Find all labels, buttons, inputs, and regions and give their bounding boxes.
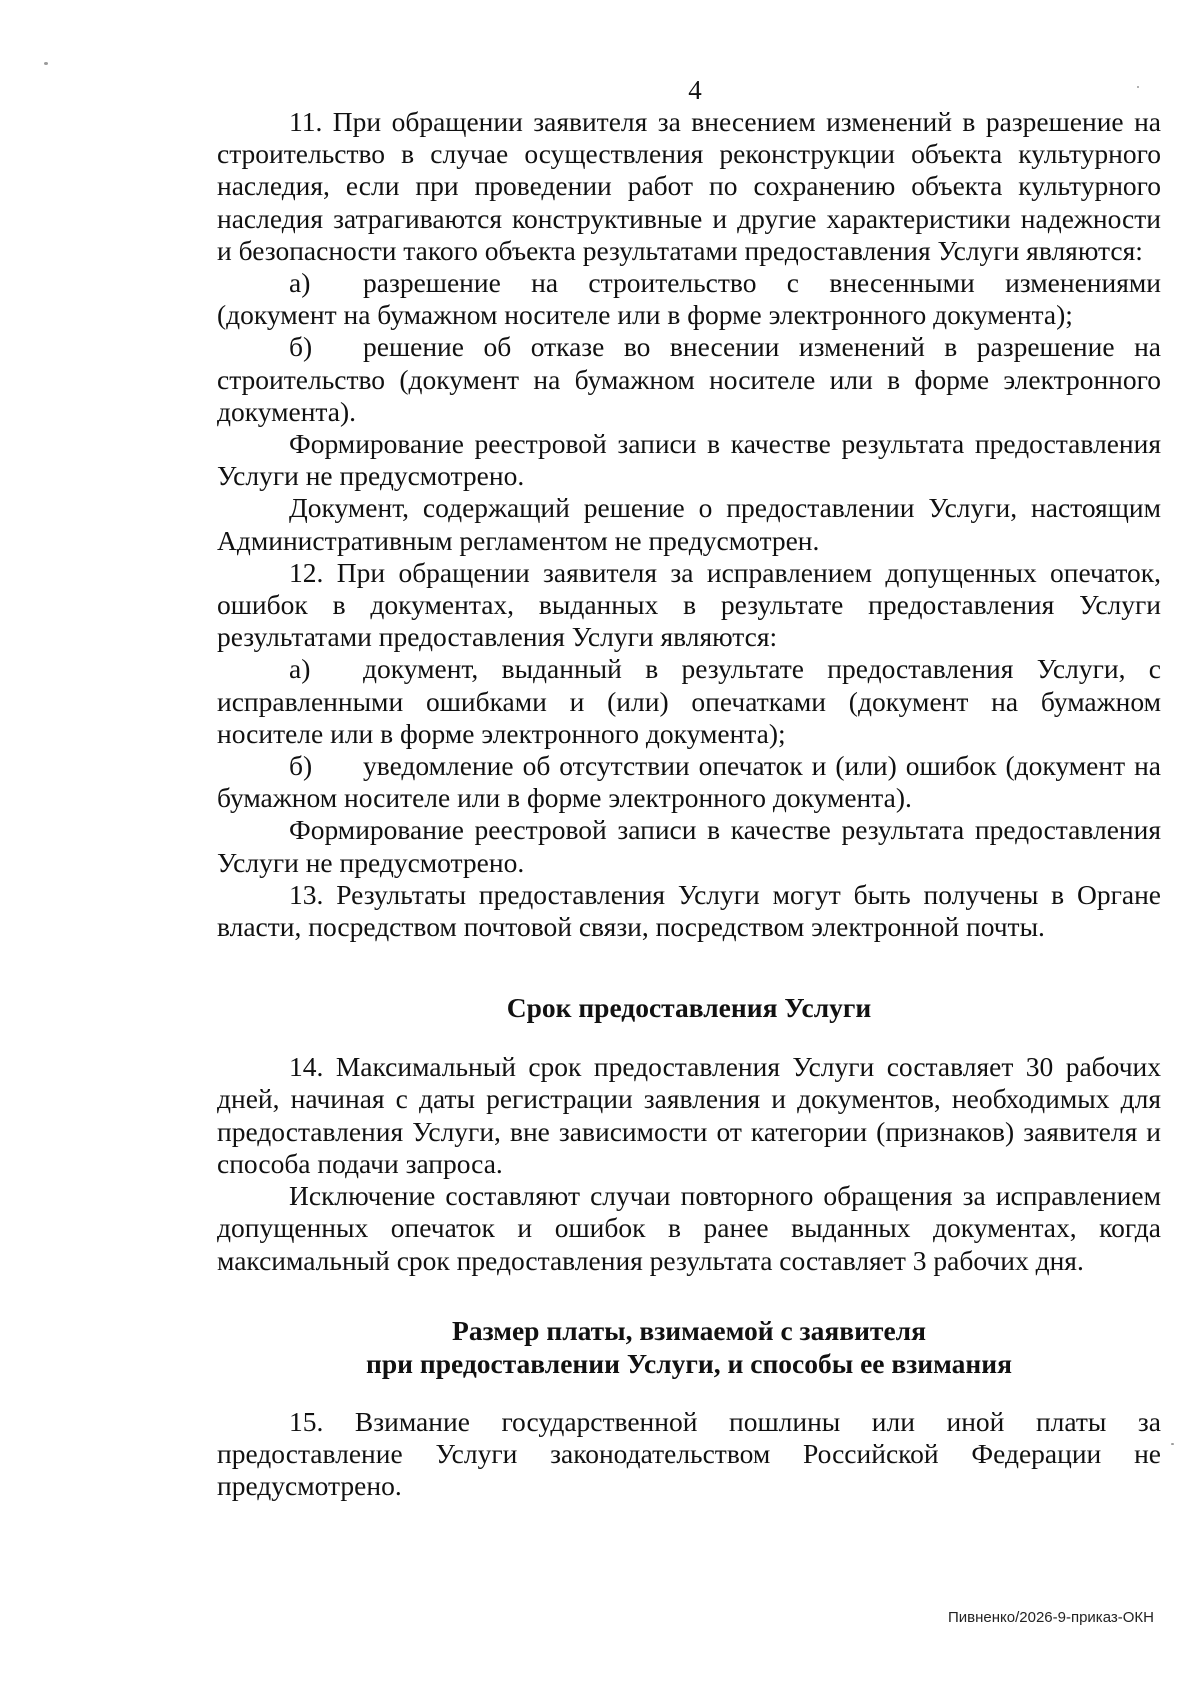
footer-reference: Пивненко/2026-9-приказ-ОКН — [947, 1609, 1154, 1626]
list-item-text: разрешение на строительство с внесенными изменениями (документ на бумажном носителе или в форме электронного документа); — [217, 267, 1161, 331]
list-item-text: уведомление об отсутствии опечаток и (или) ошибок (документ на бумажном носителе или в форме электронного документа). — [217, 750, 1161, 814]
paragraph-12-intro: 12. При обращении заявителя за исправлением допущенных опечаток, ошибок в документах, выданных в результате предоставления Услуги результатами предоставления Услуги являются: — [217, 556, 1161, 653]
page-number: 4 — [688, 75, 702, 105]
section-heading-term: Срок предоставления Услуги — [506, 992, 872, 1024]
paragraph-12-registry: Формирование реестровой записи в качестве результата предоставления Услуги не предусмотрено. — [217, 814, 1161, 878]
list-marker: б) — [289, 331, 313, 363]
document-body — [217, 106, 1161, 1502]
spacer — [217, 1380, 1161, 1406]
paragraph-11-document: Документ, содержащий решение о предоставлении Услуги, настоящим Административным регламентом не предусмотрен. — [217, 492, 1161, 556]
list-item-text: документ, выданный в результате предоставления Услуги, с исправленными ошибками и (или) опечатками (документ на бумажном носителе или в форме электронного документа); — [217, 653, 1161, 749]
list-marker: а) — [289, 653, 311, 685]
list-marker: б) — [289, 750, 313, 782]
section-heading-fee-line1: Размер платы, взимаемой с заявителя — [452, 1314, 926, 1346]
paragraph-11-registry: Формирование реестровой записи в качестве результата предоставления Услуги не предусмотрено. — [217, 428, 1161, 492]
spacer — [217, 1277, 1161, 1314]
spacer — [217, 1024, 1161, 1051]
paragraph-12-item-a — [217, 653, 1161, 750]
scan-speck — [44, 62, 48, 65]
spacer — [217, 943, 1161, 991]
list-item-text: решение об отказе во внесении изменений в разрешение на строительство (документ на бумажном носителе или в форме электронного документа). — [217, 331, 1161, 427]
paragraph-11-item-a — [217, 267, 1161, 331]
paragraph-14-exception: Исключение составляют случаи повторного обращения за исправлением допущенных опечаток и ошибок в ранее выданных документах, когда максимальный срок предоставления результата составляет 3 рабочих дня. — [217, 1180, 1161, 1276]
paragraph-15: 15. Взимание государственной пошлины или иной платы за предоставление Услуги законодательством Российской Федерации не предусмотрено. — [217, 1405, 1161, 1502]
paragraph-13: 13. Результаты предоставления Услуги могут быть получены в Органе власти, посредством почтовой связи, посредством электронной почты. — [217, 878, 1161, 943]
list-marker: а) — [289, 267, 311, 299]
paragraph-11-intro: 11. При обращении заявителя за внесением изменений в разрешение на строительство в случае осуществления реконструкции объекта культурного наследия, если при проведении работ по сохранению объекта культурного наследия затрагиваются конструктивные и другие характеристики надежности и безопасности такого объекта результатами предоставления Услуги являются: — [217, 106, 1161, 266]
paragraph-12-item-b — [217, 750, 1161, 814]
paragraph-11-item-b — [217, 331, 1161, 428]
scan-speck — [1171, 1443, 1174, 1445]
paragraph-14: 14. Максимальный срок предоставления Услуги составляет 30 рабочих дней, начиная с даты регистрации заявления и документов, необходимых для предоставления Услуги, вне зависимости от категории (признаков) заявителя и способа подачи запроса. — [217, 1051, 1161, 1179]
section-heading-fee-line2: при предоставлении Услуги, и способы ее взимания — [366, 1347, 1012, 1379]
